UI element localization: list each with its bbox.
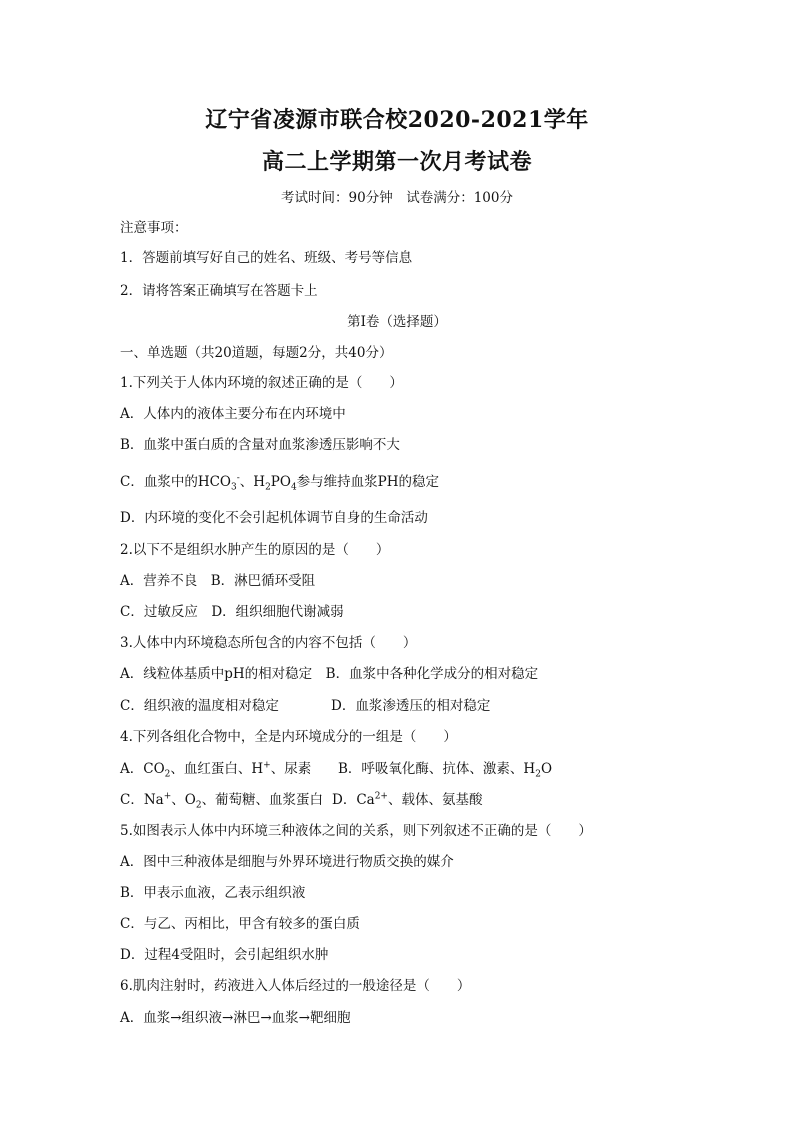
question-5-option-a: A．图中三种液体是细胞与外界环境进行物质交换的媒介 (120, 854, 454, 870)
question-4-stem: 4.下列各组化合物中，全是内环境成分的一组是（ ） (120, 729, 457, 745)
section-title: 第I卷（选择题） (347, 314, 447, 330)
question-3-options-ab: A．线粒体基质中pH的相对稳定 B．血浆中各种化学成分的相对稳定 (120, 666, 539, 682)
question-2-stem: 2.以下不是组织水肿产生的原因的是（ ） (120, 542, 390, 558)
question-5-option-d: D．过程4受阻时，会引起组织水肿 (120, 947, 329, 963)
question-5-option-b: B．甲表示血液，乙表示组织液 (120, 885, 306, 901)
question-2-options-ab: A．营养不良 B．淋巴循环受阻 (120, 573, 316, 589)
exam-info: 考试时间：90分钟 试卷满分：100分 (281, 190, 513, 206)
question-1-option-c: C．血浆中的$HCO_3^-$、$H_2PO_4$参与维持血浆PH的稳定 (120, 473, 440, 493)
question-1-stem: 1.下列关于人体内环境的叙述正确的是（ ） (120, 375, 403, 391)
question-1-option-d: D．内环境的变化不会引起机体调节自身的生命活动 (120, 510, 428, 526)
question-4-option-d: D．$Ca^{2+}$、载体、氨基酸 (332, 791, 483, 808)
question-3-option-d: D．血浆渗透压的相对稳定 (331, 698, 491, 714)
question-5-stem: 5.如图表示人体中内环境三种液体之间的关系，则下列叙述不正确的是（ ） (120, 823, 592, 839)
question-1-option-b: B．血浆中蛋白质的含量对血浆渗透压影响不大 (120, 437, 400, 453)
notes-heading: 注意事项： (120, 220, 188, 236)
notes-item-2: 2．请将答案正确填写在答题卡上 (120, 283, 318, 299)
exam-title-line1: 辽宁省凌源市联合校2020-2021学年 (205, 107, 589, 133)
part-heading: 一、单选题（共20道题，每题2分，共40分） (120, 345, 393, 361)
question-6-option-a: A．血浆→组织液→淋巴→血浆→靶细胞 (120, 1010, 351, 1026)
question-4-option-a: A．$CO_2$、血红蛋白、H+、尿素 (120, 760, 312, 780)
question-2-options-cd: C．过敏反应 D．组织细胞代谢减弱 (120, 604, 344, 620)
question-4-option-c: C．Na+、$O_2$、葡萄糖、血浆蛋白 (120, 791, 324, 811)
notes-item-1: 1．答题前填写好自己的姓名、班级、考号等信息 (120, 250, 413, 266)
question-6-stem: 6.肌肉注射时，药液进入人体后经过的一般途径是（ ） (120, 978, 471, 994)
question-3-option-c: C．组织液的温度相对稳定 (120, 698, 279, 714)
question-4-option-b: B．呼吸氧化酶、抗体、激素、$H_2O$ (338, 761, 553, 780)
question-1-option-a: A．人体内的液体主要分布在内环境中 (120, 406, 346, 422)
exam-title-line2: 高二上学期第一次月考试卷 (261, 149, 532, 175)
question-3-stem: 3.人体中内环境稳态所包含的内容不包括（ ） (120, 635, 417, 651)
question-5-option-c: C．与乙、丙相比，甲含有较多的蛋白质 (120, 916, 360, 932)
